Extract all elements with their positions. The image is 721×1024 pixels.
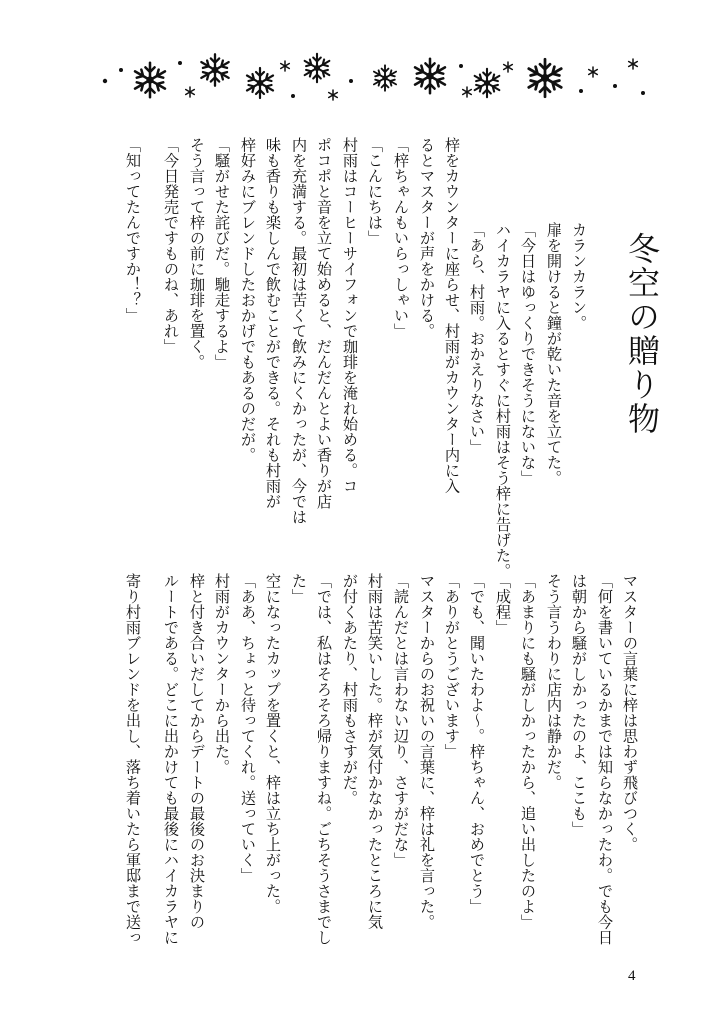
- text-column: マスターからのお祝いの言葉に、梓は礼を言った。: [418, 573, 436, 930]
- snow-dot: [119, 68, 123, 72]
- snow-dot: [349, 79, 353, 83]
- text-column: 梓と付き合いだしてからデートの最後のお決まりの: [188, 573, 206, 930]
- text-column: 梓好みにブレンドしたおかげでもあるのだが。: [239, 137, 257, 463]
- text-column: 「成程」: [494, 573, 512, 635]
- story-title: 冬空の贈り物: [623, 232, 661, 436]
- text-column: 「ああ、ちょっと待ってくれ。送っていく」: [239, 573, 257, 883]
- text-column: 「読んだとは言わない辺り、さすがだな」: [392, 573, 410, 868]
- text-column: 「あら、村雨。おかえりなさい」: [468, 222, 486, 455]
- text-column: ルートである。どこに出かけても最後にハイカラヤに: [162, 573, 180, 945]
- text-column: 寄り村雨ブレンドを出し、落ち着いたら軍邸まで送っ: [124, 573, 142, 945]
- snowflake-icon: [281, 61, 290, 71]
- text-column: そう言って梓の前に珈琲を置く。: [188, 137, 206, 370]
- text-column: 「あまりにも騒がしかったから、追い出したのよ」: [519, 573, 537, 930]
- snowflake-icon: [247, 68, 273, 98]
- text-column: た」: [290, 573, 308, 604]
- snowflake-icon: [186, 87, 195, 97]
- text-column: 「今日はゆっくりできそうにないな」: [519, 222, 537, 486]
- text-column: 「騒がせた詫びだ。馳走するよ」: [213, 137, 231, 370]
- snowflake-icon: [463, 87, 472, 97]
- snow-dot: [641, 91, 645, 95]
- text-column: 「知ってたんですか！？」: [124, 137, 142, 323]
- text-column: 「梓ちゃんもいらっしゃい」: [392, 137, 410, 339]
- text-column: 「こんにちは」: [366, 137, 384, 246]
- text-column: 梓をカウンターに座らせ、村雨がカウンター内に入: [443, 137, 461, 494]
- text-column: 空になったカップを置くと、梓は立ち上がった。: [264, 573, 282, 914]
- text-column: マスターの言葉に梓は思わず飛びつく。: [621, 573, 639, 852]
- text-column: が付くあたり、村雨もさすがだ。: [341, 573, 359, 806]
- snowflake-icon: [201, 54, 228, 86]
- text-column: 「でも、聞いたわよ〜。梓ちゃん、おめでとう」: [468, 573, 486, 914]
- text-column: 村雨がカウンターから出た。: [213, 573, 231, 775]
- snowflake-icon: [305, 54, 330, 83]
- snow-dot: [103, 79, 107, 83]
- text-column: 「今日発売ですものね、あれ」: [162, 137, 180, 354]
- snowflake-icon: [374, 65, 396, 91]
- snowflake-icon: [415, 59, 445, 94]
- snow-dot: [459, 64, 463, 68]
- text-column: 「何を書いているかまでは知らなかったわ。でも今日: [596, 573, 614, 945]
- text-column: そう言うわりに店内は静かだ。: [545, 573, 563, 790]
- text-column: ポコポと音を立て始めると、だんだんとよい香りが店: [315, 137, 333, 509]
- snow-dot: [291, 94, 295, 98]
- snow-dot: [178, 61, 182, 65]
- text-column: 「では、私はそろそろ帰りますね。ごちそうさまでし: [315, 573, 333, 945]
- text-column: るとマスターが声をかける。: [418, 137, 436, 339]
- snowflake-icon: [529, 59, 562, 97]
- snowflake-icon: [329, 90, 338, 100]
- snowflake-icon: [475, 69, 500, 98]
- text-column: 扉を開けると鐘が乾いた音を立てた。: [545, 222, 563, 486]
- snow-dot: [579, 89, 583, 93]
- text-column: ハイカラヤに入るとすぐに村雨はそう梓に告げた。: [494, 222, 512, 579]
- snowflake-icon: [589, 67, 598, 77]
- snowflake-icon: [135, 63, 165, 98]
- text-column: 味も香りも楽しんで飲むことができる。それも村雨が: [264, 137, 282, 509]
- text-column: 内を充満する。最初は苦くて飲みにくかったが、今では: [290, 137, 308, 525]
- text-column: は朝から騒がしかったのよ、ここも」: [570, 573, 588, 837]
- snowflake-icon: [504, 62, 513, 72]
- snowflake-banner: [95, 48, 655, 108]
- text-column: 村雨はコーヒーサイフォンで珈琲を淹れ始める。コ: [341, 137, 359, 494]
- text-column: カランカラン。: [570, 222, 588, 331]
- text-column: 「ありがとうございます」: [443, 573, 461, 759]
- page-number: 4: [628, 968, 636, 984]
- snow-dot: [613, 84, 617, 88]
- text-column: 村雨は苦笑いした。梓が気付かなかったところに気: [366, 573, 384, 930]
- snowflake-icon: [629, 59, 638, 69]
